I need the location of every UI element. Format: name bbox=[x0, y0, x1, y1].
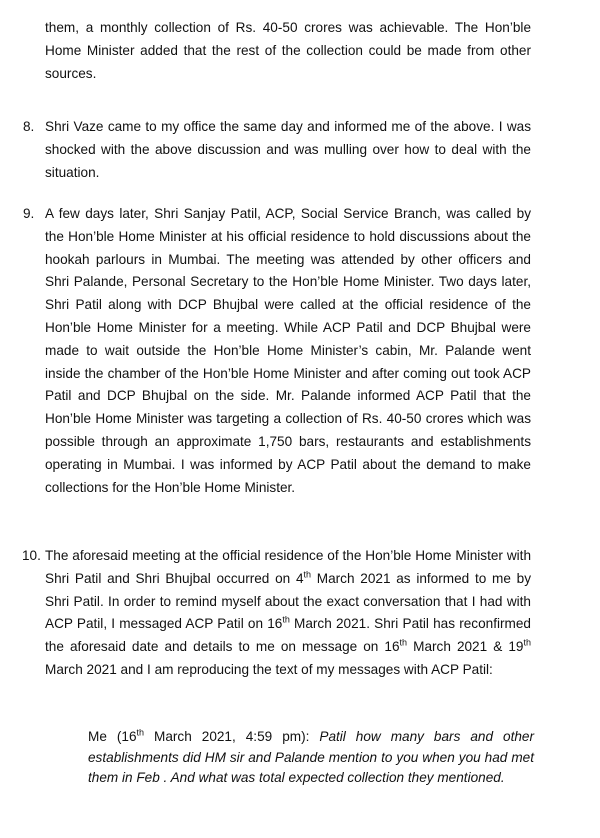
superscript-th: th bbox=[303, 569, 312, 580]
paragraph-8 bbox=[45, 116, 531, 184]
paragraph-10-text-3: March 2021. Shri Patil has reconfirmed the aforesaid date and details to me on message on 16 bbox=[45, 616, 531, 655]
quote-speaker-prefix: Me (16 bbox=[88, 729, 137, 744]
quote-speaker-time: March 2021, 4:59 pm): bbox=[144, 729, 310, 744]
paragraph-10-number: 10. bbox=[22, 548, 41, 563]
paragraph-continuation bbox=[45, 17, 531, 85]
superscript-th: th bbox=[136, 727, 145, 738]
paragraph-10-text-1: The aforesaid meeting at the official residence of the Hon’ble Home Minister with Shri Patil and Shri Bhujbal occurred on 4 bbox=[45, 548, 531, 586]
paragraph-9-number: 9. bbox=[23, 206, 35, 221]
superscript-th: th bbox=[523, 637, 531, 648]
paragraph-8-number: 8. bbox=[23, 119, 35, 134]
paragraph-9 bbox=[45, 203, 531, 499]
quoted-message bbox=[88, 727, 534, 789]
paragraph-10 bbox=[45, 545, 531, 682]
superscript-th: th bbox=[282, 614, 290, 625]
paragraph-continuation-text: them, a monthly collection of Rs. 40-50 crores was achievable. The Hon’ble Home Minister added that the rest of the collection could be made from other sources. bbox=[45, 20, 531, 81]
paragraph-8-text: Shri Vaze came to my office the same day and informed me of the above. I was shocked with the above discussion and was mulling over how to deal with the situation. bbox=[45, 119, 531, 180]
paragraph-9-text: A few days later, Shri Sanjay Patil, ACP, Social Service Branch, was called by the Hon’ble Home Minister at his official residence to hold discussions about the hookah parlours in Mumbai. The meeting was attended by other officers and Shri Palande, Personal Secretary to the Hon’ble Home Minister. Two days later, Shri Patil along with DCP Bhujbal were called at the official residence of the Hon’ble Home Minister for a meeting. While ACP Patil and DCP Bhujbal were made to wait outside the Hon’ble Home Minister’s cabin, Mr. Palande went inside the chamber of the Hon’ble Home Minister and after coming out took ACP Patil and DCP Bhujbal on the side. Mr. Palande informed ACP Patil that the Hon’ble Home Minister was targeting a collection of Rs. 40-50 crores which was possible through an approximate 1,750 bars, restaurants and establishments operating in Mumbai. I was informed by ACP Patil about the demand to make collections for the Hon’ble Home Minister. bbox=[45, 206, 531, 495]
paragraph-10-text-4: March 2021 & 19 bbox=[407, 639, 524, 655]
paragraph-10-text-2: March 2021 as informed to me by Shri Patil. In order to remind myself about the exact conversation that I had with ACP Patil, I messaged ACP Patil on 16 bbox=[45, 570, 531, 632]
superscript-th: th bbox=[399, 637, 408, 648]
quote-message-body: Patil how many bars and other establishments did HM sir and Palande mention to you when you had met them in Feb . And what was total expected collection they mentioned. bbox=[88, 729, 534, 785]
paragraph-10-text-5: March 2021 and I am reproducing the text of my messages with ACP Patil: bbox=[45, 661, 493, 677]
